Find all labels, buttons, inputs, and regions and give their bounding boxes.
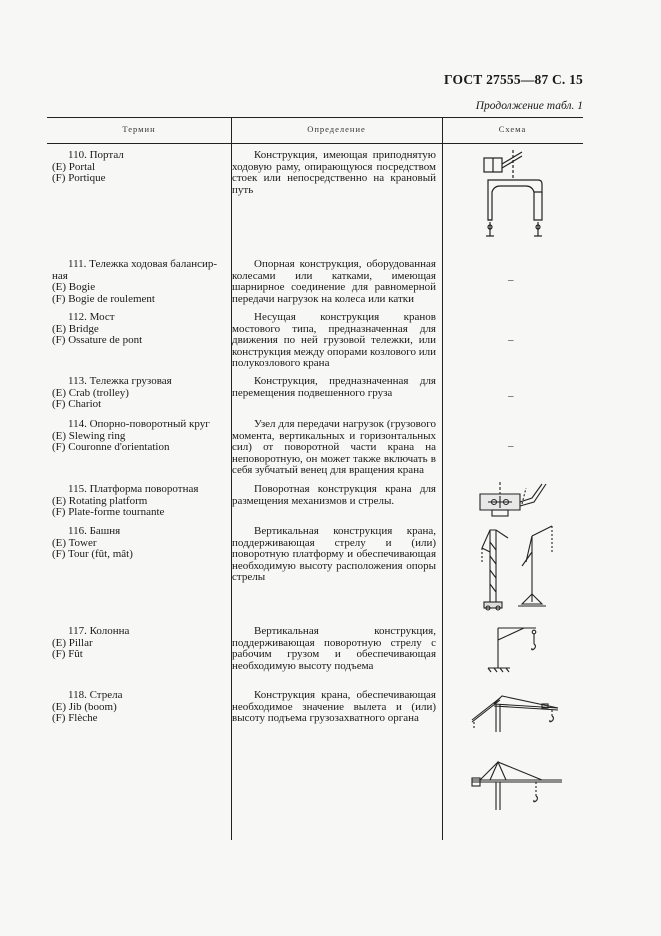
- term-french: (F) Plate-forme tournante: [52, 506, 165, 519]
- term-name: 115. Платформа поворотная: [68, 483, 199, 495]
- term-french: (F) Bogie de roulement: [52, 292, 155, 305]
- scheme-dash: –: [508, 440, 514, 452]
- definition-117: [232, 626, 436, 672]
- term-english: (E) Crab (trolley): [52, 386, 129, 399]
- term-116: [52, 526, 227, 561]
- table-header-rule: [47, 143, 583, 144]
- definition-118: [232, 690, 436, 725]
- term-name: 113. Тележка грузовая: [68, 375, 172, 387]
- definition-text: Конструкция, имеющая приподнятую ходовую раму, опирающуюся посредством стоек или непосредственно на крановый путь: [232, 149, 436, 196]
- term-name: 111. Тележка ходовая балансир-: [68, 258, 218, 270]
- term-french: (F) Portique: [52, 172, 106, 185]
- term-111: [52, 259, 227, 305]
- definition-112: [232, 312, 436, 370]
- term-french: (F) Tour (fût, mât): [52, 548, 133, 561]
- definition-110: [232, 150, 436, 196]
- definition-116: [232, 526, 436, 584]
- definition-text: Несущая конструкция кранов мостового типа, предназначенная для движения по ней грузовой тележки, или конструкция между опорами козлового или полукозлового крана: [232, 311, 436, 370]
- table-top-rule: [47, 117, 583, 118]
- column-header-term: Термин: [122, 124, 156, 134]
- definition-text: Конструкция крана, обеспечивающая необходимое значение вылета и (или) высоту подъема грузозахватного органа: [232, 689, 436, 725]
- term-name: 116. Башня: [68, 525, 121, 537]
- term-name-continuation: ная: [52, 269, 68, 282]
- scheme-dash: –: [508, 390, 514, 402]
- column-header-definition: Определение: [307, 124, 366, 134]
- term-french: (F) Chariot: [52, 398, 102, 411]
- definition-text: Опорная конструкция, оборудованная колесами или катками, имеющая шарнирное соединение для равномерной передачи нагрузок на колеса или катки: [232, 258, 436, 305]
- pillar-scheme: [484, 620, 544, 683]
- term-english: (E) Pillar: [52, 636, 93, 649]
- definition-113: [232, 376, 436, 399]
- term-name: 117. Колонна: [68, 625, 130, 637]
- column-divider: [442, 117, 443, 840]
- definition-text: Поворотная конструкция крана для размещения механизмов и стрелы.: [232, 483, 436, 507]
- definition-text: Вертикальная конструкция крана, поддерживающая стрелу и (или) поворотную платформу и обеспечивающая необходимую высоту расположения опоры стрелы: [232, 525, 436, 584]
- term-115: [52, 484, 227, 519]
- column-header-scheme: Схема: [498, 124, 527, 134]
- term-114: [52, 419, 227, 454]
- definition-text: Вертикальная конструкция, поддерживающая поворотную стрелу с рабочим грузом и обеспечивающая необходимую высоту подъема: [232, 625, 436, 672]
- table-continuation: Продолжение табл. 1: [475, 100, 583, 112]
- column-divider: [231, 117, 232, 840]
- term-name: 118. Стрела: [68, 689, 123, 701]
- definition-111: [232, 259, 436, 305]
- term-117: [52, 626, 227, 661]
- platform-scheme: [476, 480, 562, 525]
- term-english: (E) Jib (boom): [52, 700, 117, 713]
- term-name: 110. Портал: [68, 149, 124, 161]
- term-english: (E) Rotating platform: [52, 494, 148, 507]
- term-french: (F) Couronne d'orientation: [52, 441, 170, 454]
- term-113: [52, 376, 227, 411]
- jib-scheme: [466, 692, 566, 817]
- document-title: ГОСТ 27555—87 С. 15: [444, 72, 583, 87]
- term-name: 112. Мост: [68, 311, 115, 323]
- term-english: (E) Tower: [52, 536, 97, 549]
- definition-text: Узел для передачи нагрузок (грузового момента, вертикальных и горизонтальных сил) от поворотной части крана на неповоротную, он может также включать в себя зубчатый венец для вращения крана: [232, 418, 436, 477]
- term-french: (F) Ossature de pont: [52, 334, 143, 347]
- term-110: [52, 150, 227, 185]
- portal-scheme: [476, 150, 556, 247]
- scheme-dash: –: [508, 334, 514, 346]
- definition-text: Конструкция, предназначенная для перемещения подвешенного груза: [232, 375, 436, 399]
- term-name: 114. Опорно-поворотный круг: [68, 418, 210, 430]
- term-english: (E) Slewing ring: [52, 429, 126, 442]
- tower-scheme: [460, 522, 560, 617]
- scheme-dash: –: [508, 274, 514, 286]
- term-118: [52, 690, 227, 725]
- term-english: (E) Bridge: [52, 322, 99, 335]
- definition-115: [232, 484, 436, 507]
- term-english: (E) Portal: [52, 160, 96, 173]
- definition-114: [232, 419, 436, 477]
- term-112: [52, 312, 227, 347]
- term-french: (F) Fût: [52, 648, 83, 661]
- term-english: (E) Bogie: [52, 281, 96, 294]
- term-french: (F) Flèche: [52, 712, 98, 725]
